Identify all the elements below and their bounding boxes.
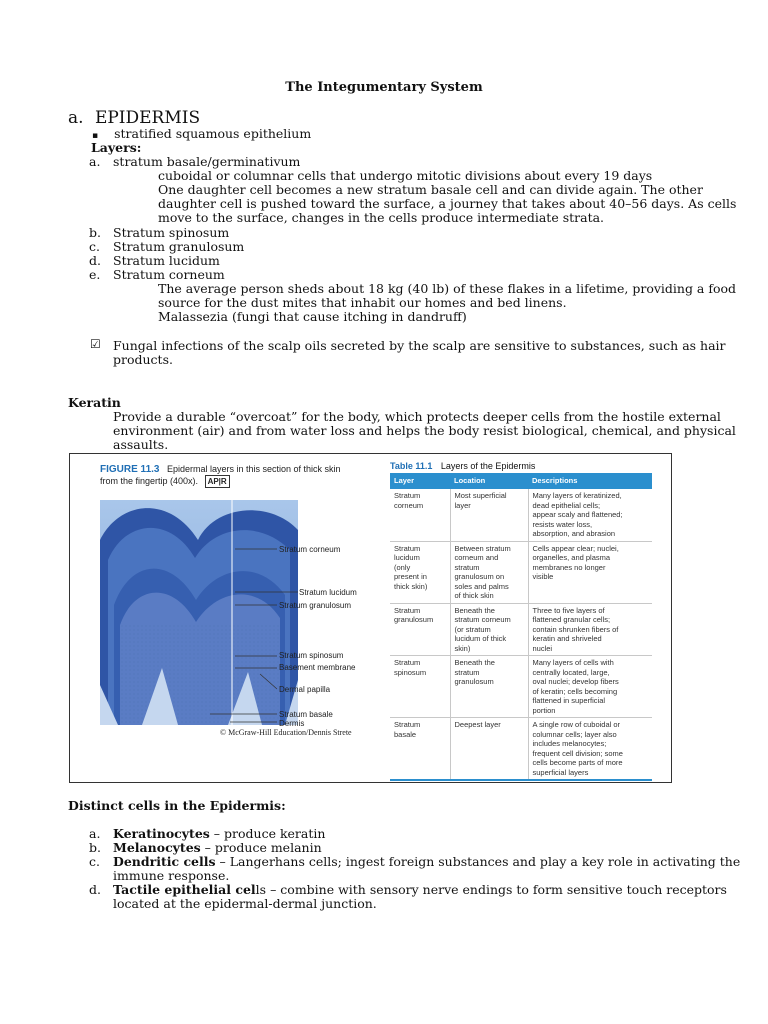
label-stratum-lucidum: Stratum lucidum bbox=[299, 588, 357, 597]
figure-panel bbox=[69, 453, 672, 783]
layer-e-marker: e. bbox=[89, 267, 101, 282]
label-basement-membrane: Basement membrane bbox=[279, 663, 356, 672]
keratin-line2: environment (air) and from water loss and helps the body resist biological, chemical, and physical bbox=[113, 423, 736, 438]
table-cell-line: cells become parts of more bbox=[532, 758, 623, 767]
table-cell-description bbox=[528, 489, 652, 541]
distinct-a-term: Keratinocytes bbox=[113, 826, 210, 841]
table-cell-line: includes melanocytes; bbox=[532, 739, 607, 748]
bullet-symbol: ▪ bbox=[92, 131, 99, 141]
label-stratum-granulosum: Stratum granulosum bbox=[279, 601, 352, 610]
table-row bbox=[390, 541, 652, 603]
table-cell-location bbox=[450, 603, 528, 656]
table-header-location: Location bbox=[450, 473, 528, 489]
distinct-item-d bbox=[113, 882, 727, 897]
table-cell-line: Stratum bbox=[394, 543, 421, 553]
document-title: The Integumentary System bbox=[285, 80, 483, 95]
table-cell-line: contain shrunken fibers of bbox=[532, 624, 619, 634]
table-cell-description bbox=[528, 603, 652, 656]
table-cell-line: Most superficial bbox=[454, 491, 507, 500]
table-cell-location bbox=[450, 489, 528, 541]
label-dermal-papilla: Dermal papilla bbox=[279, 685, 331, 694]
table-cell-line: corneum and bbox=[454, 553, 499, 562]
table-cell-line: superficial layers bbox=[532, 767, 589, 777]
figure-number: FIGURE 11.3 bbox=[100, 464, 160, 475]
keratin-line1: Provide a durable “overcoat” for the body, which protects deeper cells from the hostile external bbox=[113, 409, 721, 424]
epidermis-layers-table bbox=[390, 473, 652, 781]
label-stratum-basale: Stratum basale bbox=[279, 710, 333, 719]
table-cell-location bbox=[450, 541, 528, 603]
table-cell-line: keratin and shriveled bbox=[532, 634, 602, 643]
table-cell-line: flattened in superficial bbox=[532, 696, 606, 705]
table-cell-line: of thick skin bbox=[454, 591, 494, 600]
table-cell-location bbox=[450, 718, 528, 781]
layer-b-name: Stratum spinosum bbox=[113, 225, 230, 240]
table-cell-line: dead epithelial cells; bbox=[532, 500, 601, 510]
table-row bbox=[390, 656, 652, 718]
table-cell-line: lucidum bbox=[394, 553, 420, 562]
checkbox-icon: ☑ bbox=[90, 337, 101, 351]
keratin-line3: assaults. bbox=[113, 437, 169, 452]
bullet-item bbox=[92, 126, 311, 141]
section-marker: a. bbox=[68, 108, 84, 128]
table-cell-line: Deepest layer bbox=[454, 720, 501, 729]
table-header-descriptions: Descriptions bbox=[528, 473, 652, 489]
table-cell-line: flattened granular cells; bbox=[532, 615, 611, 624]
table-cell-description bbox=[528, 656, 652, 718]
distinct-c-text: – Langerhans cells; ingest foreign substances and play a key role in activating the bbox=[215, 854, 741, 869]
layer-c-name: Stratum granulosum bbox=[113, 239, 245, 254]
table-cell-location bbox=[450, 656, 528, 718]
figure-credit: © McGraw-Hill Education/Dennis Strete bbox=[220, 728, 352, 737]
label-stratum-corneum: Stratum corneum bbox=[279, 545, 341, 554]
distinct-b-text: – produce melanin bbox=[200, 840, 322, 855]
table-cell-line: membranes no longer bbox=[532, 562, 606, 572]
table-cell-line: appear scaly and flattened; bbox=[532, 510, 623, 519]
table-cell-line: stratum bbox=[454, 562, 480, 572]
table-cell-layer bbox=[390, 489, 450, 541]
layer-e-line3: Malassezia (fungi that cause itching in dandruff) bbox=[158, 309, 467, 324]
distinct-d-text: – combine with sensory nerve endings to form sensitive touch receptors bbox=[266, 882, 727, 897]
distinct-d-term: Tactile epithelial cel bbox=[113, 882, 256, 897]
layer-a-line3: daughter cell is pushed toward the surface, a journey that takes about 40–56 days. As cells bbox=[158, 196, 737, 211]
table-cell-line: visible bbox=[532, 572, 554, 581]
table-cell-line: Stratum bbox=[394, 658, 421, 667]
layer-d-name: Stratum lucidum bbox=[113, 253, 220, 268]
table-cell-line: granulosum bbox=[394, 615, 434, 624]
table-row bbox=[390, 603, 652, 656]
layer-c-marker: c. bbox=[89, 239, 100, 254]
table-cell-line: lucidum of thick bbox=[454, 634, 507, 643]
layer-a-name: stratum basale/germinativum bbox=[113, 154, 301, 169]
table-cell-line: resists water loss, bbox=[532, 519, 593, 529]
distinct-d-marker: d. bbox=[89, 882, 101, 897]
table-cell-line: Many layers of keratinized, bbox=[532, 491, 622, 500]
table-header-layer: Layer bbox=[390, 473, 450, 489]
table-cell-line: layer bbox=[454, 500, 471, 510]
table-cell-line: granulosum on bbox=[454, 572, 505, 581]
distinct-item-b bbox=[113, 840, 322, 855]
table-header-row bbox=[390, 473, 652, 489]
keratin-heading: Keratin bbox=[68, 395, 121, 410]
layer-d-marker: d. bbox=[89, 253, 101, 268]
table-cell-line: stratum bbox=[454, 667, 480, 677]
table-cell-line: columnar cells; layer also bbox=[532, 729, 617, 739]
figure-caption-line1: Epidermal layers in this section of thick skin bbox=[166, 464, 341, 474]
layer-b-marker: b. bbox=[89, 225, 101, 240]
fungal-note-line1: Fungal infections of the scalp oils secreted by the scalp are sensitive to substances, such as hair bbox=[113, 338, 726, 353]
layers-heading: Layers: bbox=[91, 140, 142, 155]
table-cell-line: frequent cell division; some bbox=[532, 748, 623, 758]
apr-badge: AP|R bbox=[205, 475, 230, 488]
table-cell-line: soles and palms bbox=[454, 581, 509, 591]
table-cell-line: Beneath the bbox=[454, 605, 495, 615]
distinct-c-term: Dendritic cells bbox=[113, 854, 216, 869]
table-cell-line: (or stratum bbox=[454, 624, 491, 634]
distinct-item-c bbox=[113, 854, 740, 869]
table-cell-line: (only bbox=[394, 562, 411, 572]
table-cell-line: skin) bbox=[454, 643, 471, 653]
table-cell-layer bbox=[390, 603, 450, 656]
distinct-item-a bbox=[113, 826, 325, 841]
table-cell-layer bbox=[390, 656, 450, 718]
table-cell-line: portion bbox=[532, 705, 556, 715]
table-cell-line: Stratum bbox=[394, 491, 421, 500]
distinct-a-marker: a. bbox=[89, 826, 101, 841]
table-number: Table 11.1 bbox=[390, 461, 433, 471]
section-title: EPIDERMIS bbox=[94, 108, 201, 128]
layer-a-marker: a. bbox=[89, 154, 101, 169]
table-row bbox=[390, 718, 652, 781]
table-cell-line: Cells appear clear; nuclei, bbox=[532, 543, 619, 553]
layer-e-line2: source for the dust mites that inhabit our homes and bed linens. bbox=[158, 295, 567, 310]
figure-caption-line2: from the fingertip (400x). bbox=[100, 476, 199, 486]
table-cell-line: basale bbox=[394, 729, 417, 739]
table-cell-layer bbox=[390, 718, 450, 781]
table-cell-line: granulosum bbox=[454, 677, 494, 686]
table-cell-line: Beneath the bbox=[454, 658, 495, 667]
layer-a-line4: move to the surface, changes in the cells produce intermediate strata. bbox=[158, 210, 605, 225]
layer-e-line1: The average person sheds about 18 kg (40 lb) of these flakes in a lifetime, providing a food bbox=[158, 281, 737, 296]
table-cell-line: absorption, and abrasion bbox=[532, 529, 616, 538]
table-cell-line: centrally located, large, bbox=[532, 667, 610, 677]
bullet-text: stratified squamous epithelium bbox=[114, 126, 312, 141]
table-cell-line: Between stratum bbox=[454, 543, 511, 553]
distinct-c-text-line2: immune response. bbox=[113, 868, 230, 883]
distinct-cells-heading: Distinct cells in the Epidermis: bbox=[68, 798, 286, 813]
distinct-b-marker: b. bbox=[89, 840, 101, 855]
table-row bbox=[390, 489, 652, 541]
table-cell-line: corneum bbox=[394, 500, 424, 510]
layer-a-line1: cuboidal or columnar cells that undergo mitotic divisions about every 19 days bbox=[158, 168, 653, 183]
table-cell-line: nuclei bbox=[532, 643, 553, 653]
label-dermis: Dermis bbox=[279, 719, 305, 728]
distinct-d-term-suffix: ls bbox=[255, 882, 267, 897]
fungal-note-line2: products. bbox=[113, 352, 173, 367]
table-cell-line: organelles, and plasma bbox=[532, 553, 611, 562]
table-cell-line: stratum corneum bbox=[454, 615, 511, 624]
table-cell-line: Stratum bbox=[394, 720, 421, 729]
distinct-d-text-line2: located at the epidermal-dermal junction. bbox=[113, 896, 377, 911]
table-cell-layer bbox=[390, 541, 450, 603]
table-cell-line: Three to five layers of bbox=[532, 605, 605, 615]
table-cell-line: oval nuclei; develop fibers bbox=[532, 677, 619, 686]
label-stratum-spinosum: Stratum spinosum bbox=[279, 651, 344, 660]
table-cell-line: Stratum bbox=[394, 605, 421, 615]
table-cell-description bbox=[528, 541, 652, 603]
distinct-b-term: Melanocytes bbox=[113, 840, 201, 855]
table-cell-line: Many layers of cells with bbox=[532, 658, 614, 667]
table-cell-line: A single row of cuboidal or bbox=[532, 720, 621, 729]
table-cell-line: present in bbox=[394, 572, 427, 581]
table-cell-description bbox=[528, 718, 652, 781]
table-caption: Layers of the Epidermis bbox=[440, 461, 536, 471]
distinct-c-marker: c. bbox=[89, 854, 100, 869]
table-title bbox=[390, 461, 535, 471]
table-cell-line: spinosum bbox=[394, 667, 427, 677]
table-cell-line: thick skin) bbox=[394, 581, 428, 591]
layer-a-line2: One daughter cell becomes a new stratum basale cell and can divide again. The other bbox=[158, 182, 703, 197]
section-heading bbox=[68, 108, 200, 128]
layer-e-name: Stratum corneum bbox=[113, 267, 225, 282]
table-cell-line: of keratin; cells becoming bbox=[532, 686, 618, 696]
distinct-a-text: – produce keratin bbox=[209, 826, 326, 841]
